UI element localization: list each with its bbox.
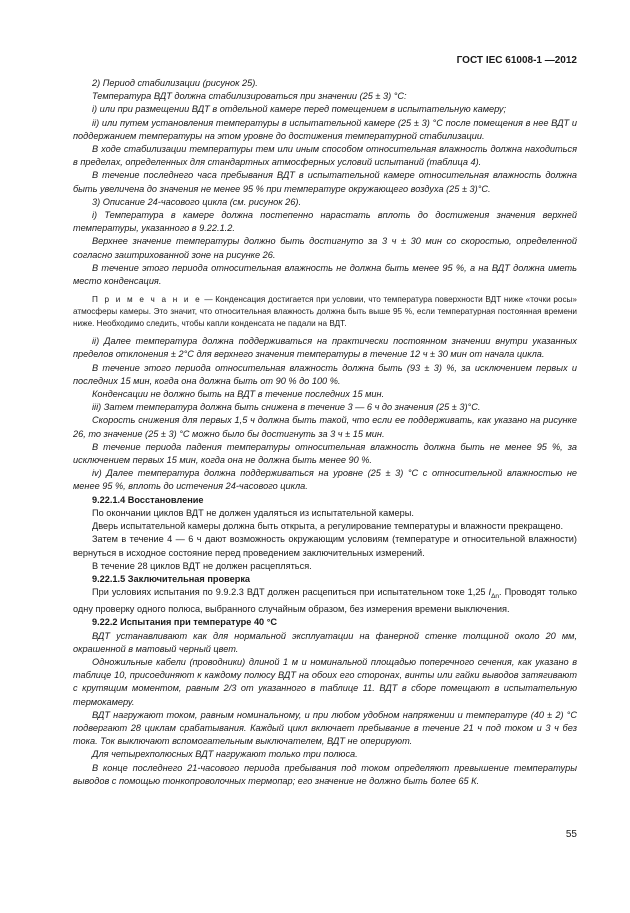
paragraph — [73, 586, 577, 616]
paragraph: В течение последнего часа пребывания ВДТ в испытательной камере относительная влажность должна быть увеличена до значения не менее 95 % при температуре окружающего воздуха (25 ± 3)°С. — [73, 170, 577, 194]
paragraph: i) или при размещении ВДТ в отдельной камере перед помещением в испытательную камеру; — [92, 104, 507, 115]
paragraph: В конце последнего 21-часового периода пребывания под током определяют превышение температуры выводов с помощью тонкопроволочных термопар; его значение не должно быть более 65 К. — [73, 762, 577, 786]
current-subscript: Δn — [491, 592, 500, 600]
paragraph: Скорость снижения для первых 1,5 ч должна быть такой, что если ее поддерживать, как указано на рисунке 26, то значение (25 ± 3) °С можно было бы достигнуть за 3 ч ± 15 мин. — [73, 415, 577, 439]
paragraph: Дверь испытательной камеры должна быть открыта, а регулирование температуры и влажности прекращено. — [92, 521, 564, 532]
paragraph: В течение периода падения температуры относительная влажность должна быть не менее 95 %, за исключением первых 15 мин, когда она не должна быть менее 90 %. — [73, 441, 577, 466]
paragraph: iii) Затем температура должна быть снижена в течение 3 — 6 ч до значения (25 ± 3)°С. — [92, 402, 481, 413]
text-run: При условиях испытания по 9.9.2.3 ВДТ должен расцепиться при испытательном токе 1,25 — [92, 587, 489, 598]
section-heading-9-22-1-4: 9.22.1.4 Восстановление — [92, 494, 204, 505]
paragraph: Одножильные кабели (проводники) длиной 1 м и номинальной площадью поперечного сечения, как указано в таблице 10, присоединяют к каждому полюсу ВДТ на обоих его сторонах, винты или гайки выводов затягивают с крутящим моментом, равным 2/3 от указанного в таблице 11. ВДТ в сборе помещают в испытательную термокамеру. — [73, 656, 577, 707]
document-body — [73, 77, 577, 788]
paragraph: Затем в течение 4 — 6 ч дают возможность окружающим условиям (температуре и относительной влажности) вернуться в исходное состояние перед проведением заключительных измерений. — [73, 534, 577, 558]
standard-header: ГОСТ IEC 61008-1 —2012 — [456, 55, 577, 66]
paragraph: По окончании циклов ВДТ не должен удаляться из испытательной камеры. — [92, 507, 414, 518]
paragraph: ii) Далее температура должна поддерживаться на практически постоянном значении внутри указанных пределов отклонения ± 2°С для верхнего значения температуры в течение 12 ч ± 30 мин от начала цикла. — [73, 336, 577, 360]
current-symbol: I — [488, 587, 492, 598]
paragraph: ВДТ нагружают током, равным номинальному, и при любом удобном напряжении и температуре (40 ± 2) °С подвергают 28 циклам срабатывания. Каждый цикл включает пребывание в течение 21 ч под током и 3 ч без тока. Ток выключают вспомогательным выключателем, ВДТ не оперируют. — [73, 709, 577, 747]
paragraph: 2) Период стабилизации (рисунок 25). — [92, 78, 258, 88]
paragraph: Верхнее значение температуры должно быть достигнуто за 3 ч ± 30 мин со скоростью, определенной согласно заштрихованной зоне на рисунке 26. — [73, 236, 577, 260]
paragraph: В течение 28 циклов ВДТ не должен расцепляться. — [92, 560, 312, 571]
paragraph: Конденсации не должно быть на ВДТ в течение последних 15 мин. — [92, 389, 385, 400]
paragraph: ii) или путем установления температуры в испытательной камере (25 ± 3) °С после помещения в нее ВДТ и поддержанием температуры на этом уровне до достижения температурной стабилизации. — [73, 117, 577, 141]
paragraph: 3) Описание 24-часового цикла (см. рисунок 26). — [92, 196, 301, 207]
paragraph: В ходе стабилизации температуры тем или иным способом относительная влажность должна находиться в пределах, определенных для стандартных атмосферных условий испытаний (таблица 4). — [73, 144, 577, 168]
note — [73, 294, 577, 330]
text-run: . Проводят только одну проверку одного полюса, выбранного случайным образом, без измерения времени выключения. — [73, 587, 577, 615]
paragraph: В течение этого периода относительная влажность должна быть (93 ± 3) %, за исключением первых и последних 15 мин, когда она должна быть от 90 % до 100 %. — [73, 362, 577, 386]
paragraph: В течение этого периода относительная влажность не должна быть менее 95 %, а на ВДТ должна иметь место конденсация. — [73, 262, 577, 287]
paragraph: Для четырехполюсных ВДТ нагружают только три полюса. — [92, 749, 358, 760]
paragraph: iv) Далее температура должна поддерживаться на уровне (25 ± 3) °С с относительной влажностью не менее 95 %, вплоть до истечения 24-часового цикла. — [73, 468, 577, 492]
note-text: — Конденсация достигается при условии, что температура поверхности ВДТ ниже «точки росы» атмосферы камеры. Это значит, что относительная влажность должна быть выше 95 %, если температурная постоянная времени ниже. Необходимо следить, чтобы капли конденсата не падали на ВДТ. — [73, 295, 577, 329]
note-label: П р и м е ч а н и е — [92, 295, 202, 305]
paragraph: i) Температура в камере должна постепенно нарастать вплоть до достижения значения верхней температуры, указанного в 9.22.1.2. — [73, 210, 577, 234]
paragraph: Температура ВДТ должна стабилизироваться при значении (25 ± 3) °С: — [92, 91, 407, 102]
section-heading-9-22-1-5: 9.22.1.5 Заключительная проверка — [92, 573, 251, 584]
section-heading-9-22-2: 9.22.2 Испытания при температуре 40 °С — [92, 617, 278, 628]
paragraph: ВДТ устанавливают как для нормальной эксплуатации на фанерной стенке толщиной около 20 мм, окрашенной в матовый черный цвет. — [73, 630, 577, 654]
page-number: 55 — [565, 829, 577, 840]
